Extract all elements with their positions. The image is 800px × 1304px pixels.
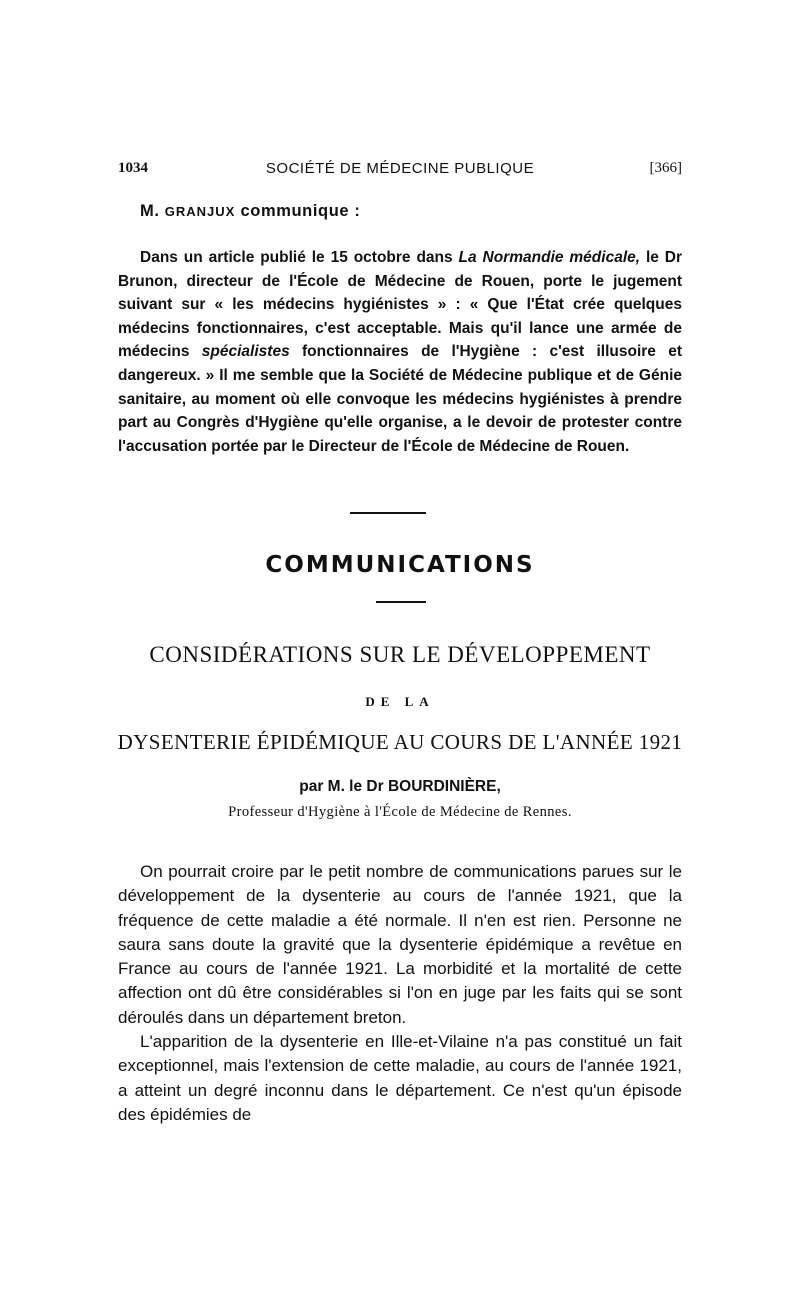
running-head (118, 160, 682, 180)
page-number: 1034 (118, 160, 148, 176)
body-paragraph: L'apparition de la dysenterie en Ille-et-Vilaine n'a pas constitué un fait exceptionnel, mais l'extension de cette maladie, au cours de l'année 1921, a atteint un degré inconnu dans le département. Ce n'est qu'un épisode des épidémies de (118, 1032, 682, 1124)
running-title: SOCIÉTÉ DE MÉDECINE PUBLIQUE (265, 160, 535, 177)
journal-title: La Normandie médicale, (458, 249, 641, 266)
section-heading: COMMUNICATIONS (265, 552, 535, 578)
author-byline: par M. le Dr BOURDINIÈRE, (299, 778, 501, 795)
granjux-paragraph (118, 246, 682, 458)
para1-text-c: fonctionnaires de l'Hygiène : c'est illusoire et dangereux. » Il me semble que la Société de Médecine publique et de Génie sanitaire, au moment où elle convoque les médecins hygiénistes à prendre part au Congrès d'Hygiène qu'elle organise, a le devoir de protester contre l'accusation portée par le Directeur de l'École de Médecine de Rouen. (118, 343, 682, 455)
emphasis-word: spécialistes (201, 343, 290, 361)
divider-rule-short (376, 601, 426, 603)
author-affiliation: Professeur d'Hygiène à l'École de Médecine de Rennes. (228, 804, 572, 820)
intro-line (118, 202, 682, 221)
article-title-line2: DE LA (365, 694, 435, 709)
article-body (118, 860, 682, 1127)
speaker-name: GRANJUX (164, 204, 236, 219)
body-paragraph: On pourrait croire par le petit nombre de communications parues sur le développement de la dysenterie au cours de l'année 1921, que la fréquence de cette maladie a été normale. Il n'en est rien. Personne ne saura sans doute la gravité que la dysenterie épidémique a revêtue en France au cours de l'année 1921. La morbidité et la mortalité de cette affection ont dû être considérables si l'on en juge par les faits qui se sont déroulés dans un département breton. (118, 862, 682, 1027)
section-number: [366] (649, 160, 682, 176)
para1-text-b: le Dr Brunon, directeur de l'École de Médecine de Rouen, porte le jugement suivant sur « les médecins hygiénistes » : « Que l'État crée quelques médecins fonctionnaires, c'est acceptable. Mais qu'il lance une armée de médecins (118, 249, 683, 361)
para1-text-a: Dans un article publié le 15 octobre dans (140, 249, 459, 266)
intro-verb: communique : (240, 202, 361, 220)
article-title-line3: DYSENTERIE ÉPIDÉMIQUE AU COURS DE L'ANNÉE 1921 (117, 730, 683, 754)
article-title-line1: CONSIDÉRATIONS SUR LE DÉVELOPPEMENT (149, 642, 651, 667)
speaker-prefix: M. (140, 202, 160, 220)
divider-rule (350, 512, 426, 514)
